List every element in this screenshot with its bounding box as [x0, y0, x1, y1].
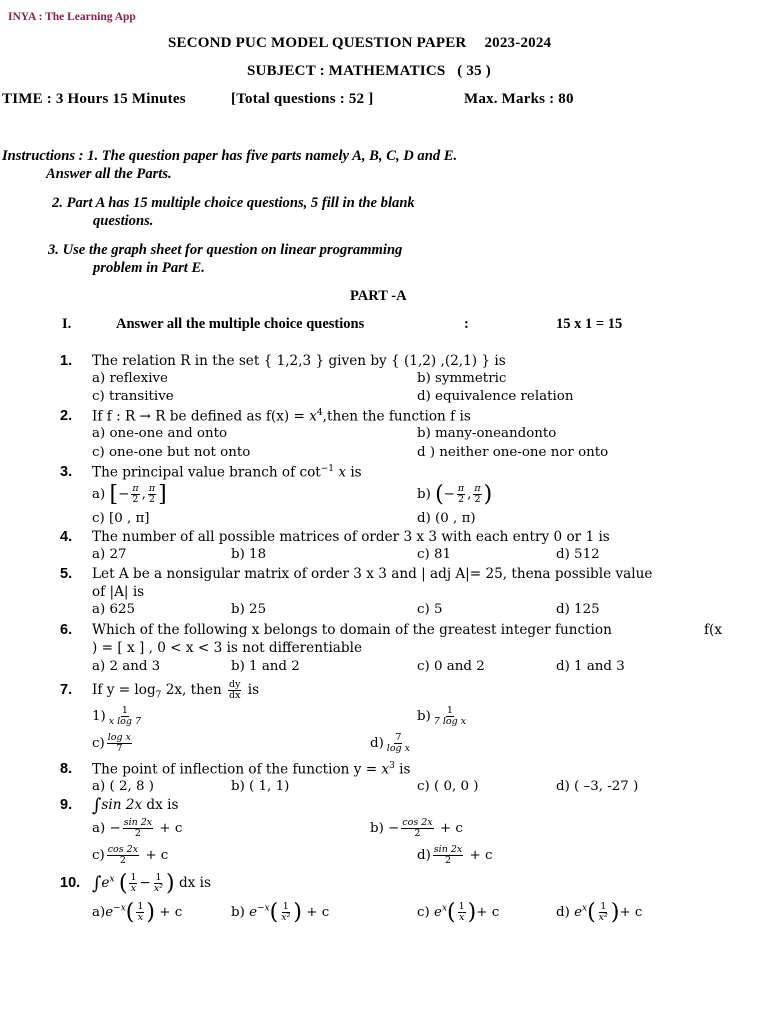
denominator: 2: [457, 494, 465, 505]
numerator: sin 2x: [433, 844, 463, 855]
option-d: [556, 900, 642, 925]
bracket: (: [269, 900, 279, 925]
fraction: [280, 902, 291, 923]
text-part: The point of inflection of the function y =: [92, 761, 382, 778]
instruction-2: 2. Part A has 15 multiple choice questions, 5 fill in the blank: [52, 195, 415, 211]
integral-sign: ∫: [92, 795, 102, 816]
denominator: x²: [598, 912, 608, 923]
option-label: c): [417, 905, 430, 920]
text-part: If y = log: [92, 682, 156, 698]
minus-sign: −: [118, 487, 130, 502]
option-c: [417, 900, 499, 925]
numerator: π: [457, 483, 465, 494]
bracket: ): [293, 900, 302, 925]
fraction: [136, 902, 144, 923]
math-var: x: [309, 408, 317, 425]
math-exponent: 3: [389, 761, 395, 771]
option-a: a) 27: [92, 547, 127, 562]
denominator: 2: [132, 494, 139, 505]
minus-sign: −: [443, 487, 455, 502]
option-d: d) equivalence relation: [417, 389, 574, 404]
numerator: 1: [121, 705, 128, 716]
numerator: 1: [458, 901, 465, 912]
text-part: The principal value branch of cot: [92, 464, 321, 481]
denominator: x log 7: [108, 716, 142, 727]
option-b: b) symmetric: [417, 371, 507, 386]
math-subscript: 7: [155, 690, 162, 701]
bracket: (: [435, 482, 444, 507]
comma: ,: [141, 487, 146, 502]
option-d: [370, 733, 413, 754]
fraction: [123, 818, 153, 839]
question-number: 10.: [60, 875, 81, 891]
math-exponent: 4: [316, 408, 323, 418]
math-var: e: [574, 905, 582, 920]
minus-sign: −: [139, 875, 151, 891]
instruction-3: 3. Use the graph sheet for question on linear programming: [48, 242, 403, 258]
numerator: 7: [395, 732, 402, 743]
numerator: 1: [155, 872, 162, 883]
denominator: 2: [134, 828, 141, 839]
option-d: d) 125: [556, 602, 600, 617]
option-label: b): [417, 487, 431, 502]
bracket: (: [125, 900, 135, 925]
fraction: [107, 845, 139, 866]
question-text: [92, 795, 178, 816]
numerator: sin 2x: [123, 817, 153, 828]
question-text: [92, 408, 471, 425]
math-exponent: −x: [113, 903, 126, 914]
bracket: [: [109, 482, 119, 507]
bracket: ): [166, 871, 175, 896]
question-text: Let A be a nonsigular matrix of order 3 x 3 and | adj A|= 25, thena possible value: [92, 566, 653, 582]
constant: + c: [141, 848, 169, 863]
fraction: [433, 706, 467, 727]
option-b: [231, 900, 329, 925]
option-label: a): [92, 487, 106, 502]
option-label: a) −: [92, 821, 121, 836]
numerator: 1: [130, 872, 137, 883]
denominator: 2: [148, 494, 155, 505]
math-exponent: −x: [257, 903, 270, 914]
bracket: (: [118, 871, 128, 896]
math-var: e: [434, 905, 442, 920]
question-number: 8.: [60, 761, 73, 777]
subject-name: SUBJECT : MATHEMATICS: [247, 63, 446, 79]
question-number: 9.: [60, 797, 73, 813]
question-number: 7.: [60, 682, 73, 698]
option-label: c): [92, 848, 105, 863]
question-text: [92, 464, 362, 481]
paper-year: 2023-2024: [484, 35, 552, 51]
fraction: [598, 902, 609, 923]
option-c: c) one-one but not onto: [92, 445, 251, 460]
option-label: d): [556, 905, 570, 920]
constant: + c: [476, 905, 500, 920]
text-part: dx is: [174, 875, 211, 891]
integrand: sin 2x: [101, 797, 143, 813]
paper-title: SECOND PUC MODEL QUESTION PAPER: [168, 35, 467, 51]
option-b: b) many-oneandonto: [417, 426, 557, 441]
option-label: b) −: [370, 821, 400, 836]
constant: + c: [159, 905, 183, 920]
option-c: [92, 733, 134, 754]
fraction: [228, 680, 241, 701]
section-colon: :: [464, 316, 469, 332]
instruction-1b: Answer all the Parts.: [46, 166, 172, 182]
text-part: If f : R → R be defined as f(x) =: [92, 408, 310, 425]
option-a: a) reflexive: [92, 371, 168, 386]
fraction: [107, 733, 132, 754]
option-a: [92, 706, 144, 727]
fraction: [457, 484, 465, 505]
denominator: 7: [116, 743, 123, 754]
fraction: [473, 484, 481, 505]
fraction: [129, 873, 137, 894]
question-text-continued: of |A| is: [92, 584, 145, 600]
text-part: is: [243, 682, 260, 698]
option-b: b) 1 and 2: [231, 659, 300, 674]
option-c: c) transitive: [92, 389, 174, 404]
option-a: a) one-one and onto: [92, 426, 228, 441]
section-instruction: Answer all the multiple choice questions: [116, 316, 365, 332]
math-var: e: [249, 905, 257, 920]
bracket: ): [467, 900, 477, 925]
option-c: c) [0 , π]: [92, 511, 150, 526]
option-b: [370, 818, 463, 839]
question-text: The number of all possible matrices of order 3 x 3 with each entry 0 or 1 is: [92, 529, 610, 545]
option-label: a): [92, 905, 106, 920]
fraction: [401, 818, 433, 839]
option-c: c) ( 0, 0 ): [417, 779, 479, 794]
option-a: [92, 482, 167, 507]
denominator: x: [130, 883, 137, 894]
option-a: a) 2 and 3: [92, 659, 161, 674]
option-a: a) ( 2, 8 ): [92, 779, 154, 794]
option-a: a) 625: [92, 602, 136, 617]
constant: + c: [619, 905, 643, 920]
numerator: cos 2x: [402, 817, 433, 828]
numerator: cos 2x: [107, 844, 139, 855]
option-d: [417, 845, 493, 866]
math-exponent: −1: [320, 464, 335, 474]
option-c: c) 0 and 2: [417, 659, 485, 674]
max-marks-label: Max. Marks : 80: [464, 91, 574, 107]
constant: + c: [465, 848, 493, 863]
denominator: x²: [153, 883, 164, 894]
subject-code: ( 35 ): [457, 63, 491, 79]
constant: + c: [306, 905, 330, 920]
math-exponent: x: [109, 874, 115, 885]
text-part: is: [394, 761, 411, 778]
numerator: 1: [282, 901, 289, 912]
denominator: 2: [414, 828, 421, 839]
option-d: d) ( –3, -27 ): [556, 779, 639, 794]
fraction: [108, 706, 142, 727]
bracket: (: [447, 900, 456, 925]
denominator: 2: [474, 494, 481, 505]
numerator: π: [148, 483, 156, 494]
numerator: dy: [229, 679, 241, 690]
option-d: d) (0 , π): [417, 511, 476, 526]
option-d: d) 512: [556, 547, 600, 562]
fraction: [386, 733, 411, 754]
math-var: x: [338, 464, 347, 481]
option-b: b) 18: [231, 547, 267, 562]
question-number: 6.: [60, 622, 73, 638]
option-b: b) 25: [231, 602, 267, 617]
option-label: c): [92, 736, 105, 751]
instruction-1: Instructions : 1. The question paper has five parts namely A, B, C, D and E.: [2, 148, 458, 164]
bracket: ]: [158, 482, 167, 507]
question-text-tail: f(x: [704, 622, 723, 638]
option-a: [92, 900, 182, 925]
denominator: x²: [281, 912, 291, 923]
option-c: c) 5: [417, 602, 443, 617]
denominator: 2: [119, 855, 126, 866]
fraction: [458, 902, 466, 923]
text-part: 2x, then: [161, 682, 227, 698]
denominator: 7 log x: [433, 716, 467, 727]
option-label: 1): [92, 709, 106, 724]
text-part: dx is: [142, 797, 179, 813]
question-text-continued: ) = [ x ] , 0 < x < 3 is not differentiable: [92, 640, 362, 656]
section-marks: 15 x 1 = 15: [556, 316, 623, 332]
denominator: dx: [229, 690, 241, 701]
question-number: 2.: [60, 408, 73, 424]
option-b: [417, 482, 492, 507]
option-d: d ) neither one-one nor onto: [417, 445, 609, 460]
option-b: [417, 706, 469, 727]
integral-sign: ∫: [92, 873, 102, 894]
option-c: c) 81: [417, 547, 452, 562]
question-number: 4.: [60, 529, 73, 545]
option-c: [92, 845, 168, 866]
fraction: [153, 873, 164, 894]
text-part: ,then the function f is: [322, 408, 471, 425]
bracket: ): [483, 482, 493, 507]
fraction: [433, 845, 463, 866]
constant: + c: [155, 821, 183, 836]
math-exponent: x: [582, 903, 588, 914]
text-part: is: [346, 464, 362, 481]
paper-title-line: [168, 35, 551, 52]
instruction-3b: problem in Part E.: [93, 260, 205, 276]
bracket: ): [610, 900, 620, 925]
part-a-heading: PART -A: [350, 288, 407, 304]
question-text: The relation R in the set { 1,2,3 } given by { (1,2) ,(2,1) } is: [92, 353, 506, 369]
option-b: b) ( 1, 1): [231, 779, 290, 794]
denominator: log x: [386, 743, 411, 754]
constant: + c: [435, 821, 463, 836]
question-text: [92, 761, 411, 778]
question-number: 3.: [60, 464, 73, 480]
numerator: 1: [600, 901, 607, 912]
numerator: log x: [107, 732, 131, 743]
option-a: [92, 818, 182, 839]
math-exponent: x: [441, 903, 448, 914]
section-roman: I.: [62, 316, 72, 332]
brand-label: INYA : The Learning App: [8, 11, 136, 23]
option-label: d): [417, 848, 431, 863]
math-var: x: [381, 761, 390, 778]
comma: ,: [467, 487, 472, 502]
option-label: d): [370, 736, 384, 751]
option-d: d) 1 and 3: [556, 659, 625, 674]
option-label: b): [417, 709, 431, 724]
fraction: [148, 484, 156, 505]
question-text: Which of the following x belongs to domain of the greatest integer function: [92, 622, 612, 638]
denominator: x: [458, 912, 465, 923]
math-var: e: [101, 875, 110, 891]
option-label: b): [231, 905, 245, 920]
question-text: [92, 680, 259, 701]
denominator: x: [137, 912, 144, 923]
bracket: (: [587, 900, 596, 925]
bracket: ): [146, 900, 156, 925]
subject-line: [247, 63, 491, 80]
numerator: π: [132, 483, 139, 494]
question-number: 5.: [60, 566, 73, 582]
fraction: [131, 484, 139, 505]
numerator: π: [474, 483, 481, 494]
question-number: 1.: [60, 353, 73, 369]
math-var: e: [105, 905, 114, 920]
question-text: [92, 871, 211, 896]
time-label: TIME : 3 Hours 15 Minutes: [2, 91, 186, 107]
denominator: 2: [445, 855, 452, 866]
numerator: 1: [137, 901, 144, 912]
instruction-2b: questions.: [93, 213, 154, 229]
total-questions-label: [Total questions : 52 ]: [231, 91, 374, 107]
numerator: 1: [446, 705, 453, 716]
